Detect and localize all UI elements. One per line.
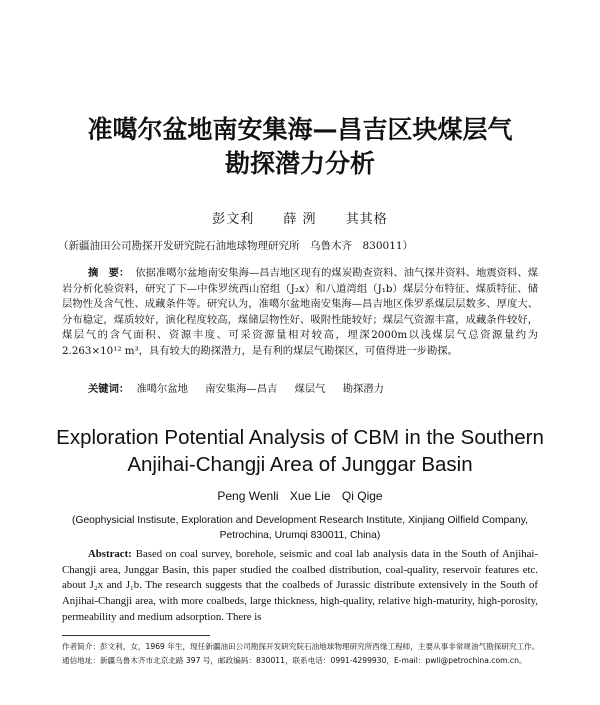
english-author: Xue Lie [289,489,331,503]
english-author: Peng Wenli [217,489,279,503]
english-authors [0,489,600,503]
english-affiliation-line-2: Petrochina, Urumqi 830011, China) [219,530,381,541]
chinese-affiliation: （新疆油田公司勘探开发研究院石油地球物理研究所 乌鲁木齐 830011） [58,240,414,252]
english-title-line-2: Anjihai-Changji Area of Junggar Basin [127,453,473,476]
english-abstract [62,547,538,626]
chinese-keywords-label: 关键词： [88,383,130,395]
chinese-keywords [88,380,538,395]
chinese-author: 彭文利 [212,212,255,227]
english-abstract-label: Abstract: [88,548,132,560]
english-affiliation-line-1: (Geophysicial Instisute, Exploration and Development Research Institute, Xinjiang Oilfield Company, [72,515,528,526]
english-abstract-text: Based on coal survey, borehole, seismic and coal lab analysis data in the South of Anjihai-Changji area, Junggar Basin, this paper studied the coalbed distribution, coal-quality, reservoir features etc. about J₂x and J₁b. The research suggests that the coalbeds of Jurassic distribute extensively in the South of Anjihai-Changji area, with more coalbeds, large thickness, high-quality, relative high-maturity, high-porosity, permeability and medium adsorption. There is [62,548,538,623]
chinese-abstract-label: 摘 要： [88,267,130,279]
chinese-abstract-text: 依据准噶尔盆地南安集海—昌吉地区现有的煤炭勘查资料、油气探井资料、地震资料、煤岩分析化验资料，研究了下—中侏罗统西山窑组（J₂x）和八道湾组（J₁b）煤层分布特征、煤质特征、储层物性及含气性、成藏条件等。研究认为，准噶尔盆地南安集海—昌吉地区侏罗系煤层层数多、厚度大、分布稳定，煤质较好，演化程度较高，煤储层物性好、吸附性能较好；煤层气资源丰富，成藏条件较好，煤层气的含气面积、资源丰度、可采资源量相对较高，埋深2000m以浅煤层气总资源量约为2.263×10¹² m³，具有较大的勘探潜力，是有利的煤层气勘探区，可值得进一步勘探。 [62,267,539,357]
footnote-divider [62,635,210,636]
keyword: 勘探潜力 [342,383,384,395]
chinese-authors [0,208,600,227]
english-author: Qi Qige [341,489,383,503]
keyword: 准噶尔盆地 [136,383,188,395]
chinese-author: 其其格 [345,212,388,227]
keyword: 煤层气 [294,383,326,395]
keyword: 南安集海—昌吉 [205,383,278,395]
english-title-line-1: Exploration Potential Analysis of CBM in the Southern [56,426,544,449]
author-footnote: 作者简介：彭文利，女，1969 年生，现任新疆油田公司勘探开发研究院石油地球物理研究所西缘工程师，主要从事非常规油气勘探研究工作。通信地址：新疆乌鲁木齐市北京北路 397 号，邮政编码：830011，联系电话：0991-4299930，E-mail：pwli@petrochina.com.cn。 [62,642,540,665]
chinese-author: 薛 洌 [283,212,317,227]
chinese-title-line-2: 勘探潜力分析 [224,149,375,178]
chinese-title-line-1: 准噶尔盆地南安集海—昌吉区块煤层气 [87,115,513,144]
chinese-abstract [62,266,538,360]
